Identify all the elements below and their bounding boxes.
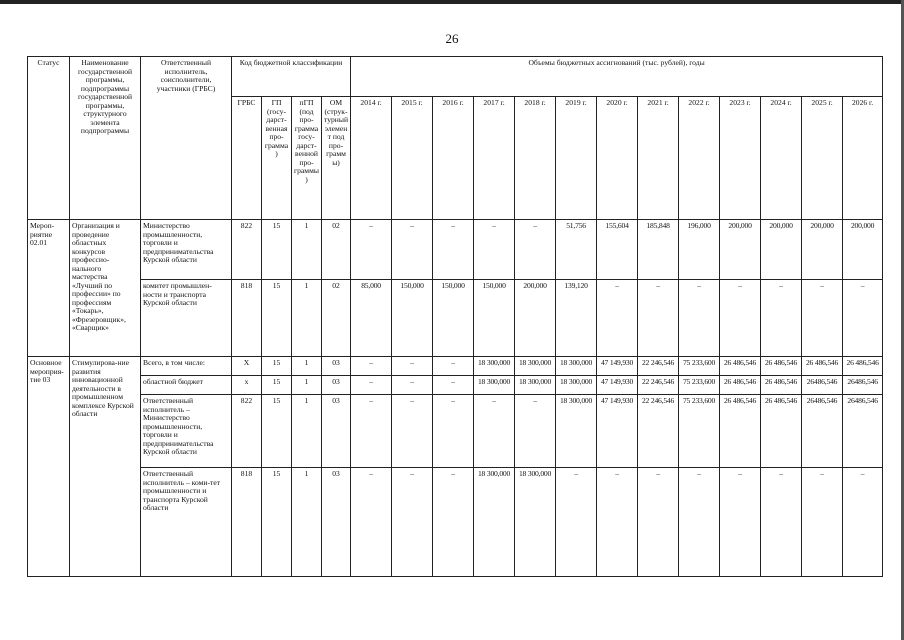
value-cell: – xyxy=(679,280,720,357)
value-cell: 150,000 xyxy=(474,280,515,357)
header-responsible: Ответственный исполнитель, соисполнители, участники (ГРБС) xyxy=(141,57,232,220)
block-status: Основное мероприя-тие 03 xyxy=(28,357,70,577)
value-cell: – xyxy=(474,220,515,280)
row-pgp: 1 xyxy=(292,280,322,357)
value-cell: 26 486,546 xyxy=(843,357,883,376)
value-cell: – xyxy=(392,468,433,577)
row-responsible: Министерство промышленности, торговли и предпринимательства Курской области xyxy=(141,220,232,280)
value-cell: 18 300,000 xyxy=(556,357,597,376)
value-cell: – xyxy=(720,280,761,357)
row-grbs: 822 xyxy=(232,395,262,468)
block-name: Организация и проведение областных конкурсов профессио-нального мастерства «Лучший по профессии» по профессиям «Токарь», «Фрезеровщик», «Сварщик» xyxy=(70,220,141,357)
header-volumes: Объемы бюджетных ассигнований (тыс. рублей), годы xyxy=(351,57,883,97)
table-row xyxy=(28,280,883,357)
value-cell: – xyxy=(843,280,883,357)
row-gp: 15 xyxy=(262,280,292,357)
value-cell: 18 300,000 xyxy=(515,376,556,395)
value-cell: – xyxy=(638,468,679,577)
header-year: 2020 г. xyxy=(597,97,638,220)
value-cell: 75 233,600 xyxy=(679,357,720,376)
header-year: 2018 г. xyxy=(515,97,556,220)
row-pgp: 1 xyxy=(292,357,322,376)
row-responsible: Всего, в том числе: xyxy=(141,357,232,376)
value-cell: – xyxy=(351,220,392,280)
value-cell: – xyxy=(597,468,638,577)
header-year: 2015 г. xyxy=(392,97,433,220)
value-cell: – xyxy=(392,376,433,395)
value-cell: – xyxy=(802,468,843,577)
row-grbs: х xyxy=(232,376,262,395)
value-cell: 18 300,000 xyxy=(474,468,515,577)
value-cell: 196,000 xyxy=(679,220,720,280)
header-status: Статус xyxy=(28,57,70,220)
value-cell: 18 300,000 xyxy=(515,468,556,577)
value-cell: 155,604 xyxy=(597,220,638,280)
value-cell: 75 233,600 xyxy=(679,395,720,468)
value-cell: – xyxy=(638,280,679,357)
header-year: 2026 г. xyxy=(843,97,883,220)
value-cell: – xyxy=(843,468,883,577)
value-cell: 18 300,000 xyxy=(556,395,597,468)
header-code-om: ОМ (струк-турный элемент под про-граммы) xyxy=(322,97,351,220)
row-gp: 15 xyxy=(262,395,292,468)
row-grbs: 822 xyxy=(232,220,262,280)
row-gp: 15 xyxy=(262,220,292,280)
value-cell: – xyxy=(433,468,474,577)
value-cell: 200,000 xyxy=(802,220,843,280)
value-cell: 22 246,546 xyxy=(638,395,679,468)
row-responsible: областной бюджет xyxy=(141,376,232,395)
header-year: 2019 г. xyxy=(556,97,597,220)
value-cell: 200,000 xyxy=(843,220,883,280)
row-gp: 15 xyxy=(262,357,292,376)
value-cell: – xyxy=(351,357,392,376)
value-cell: – xyxy=(679,468,720,577)
budget-allocation-table xyxy=(27,56,883,577)
row-responsible: комитет промышлен-ности и транспорта Курской области xyxy=(141,280,232,357)
value-cell: – xyxy=(433,395,474,468)
value-cell: – xyxy=(392,220,433,280)
value-cell: 51,756 xyxy=(556,220,597,280)
table-row xyxy=(28,395,883,468)
row-om: 03 xyxy=(322,357,351,376)
value-cell: 18 300,000 xyxy=(515,357,556,376)
value-cell: 200,000 xyxy=(515,280,556,357)
row-gp: 15 xyxy=(262,468,292,577)
header-name: Наименование государственной программы, подпрограммы государственной программы, структурного элемента подпрограммы xyxy=(70,57,141,220)
row-gp: 15 xyxy=(262,376,292,395)
value-cell: 26 486,546 xyxy=(761,357,802,376)
value-cell: 185,848 xyxy=(638,220,679,280)
block-name: Стимулирова-ние развития инновационной деятельности в промышленном комплексе Курской области xyxy=(70,357,141,577)
value-cell: 22 246,546 xyxy=(638,376,679,395)
value-cell: – xyxy=(351,376,392,395)
row-responsible: Ответственный исполнитель – Министерство промышленности, торговли и предпринимательства Курской области xyxy=(141,395,232,468)
value-cell: – xyxy=(433,357,474,376)
value-cell: 26486,546 xyxy=(802,376,843,395)
value-cell: – xyxy=(515,220,556,280)
value-cell: – xyxy=(761,280,802,357)
table-row xyxy=(28,468,883,577)
value-cell: 26 486,546 xyxy=(761,376,802,395)
value-cell: – xyxy=(433,376,474,395)
header-row-top xyxy=(28,57,883,97)
header-year: 2025 г. xyxy=(802,97,843,220)
value-cell: 150,000 xyxy=(433,280,474,357)
row-pgp: 1 xyxy=(292,395,322,468)
value-cell: – xyxy=(802,280,843,357)
header-year: 2024 г. xyxy=(761,97,802,220)
value-cell: 47 149,930 xyxy=(597,357,638,376)
value-cell: 26 486,546 xyxy=(761,395,802,468)
value-cell: 18 300,000 xyxy=(556,376,597,395)
value-cell: – xyxy=(474,395,515,468)
value-cell: 22 246,546 xyxy=(638,357,679,376)
header-year: 2016 г. xyxy=(433,97,474,220)
budget-table-sheet xyxy=(27,56,877,576)
value-cell: 26486,546 xyxy=(843,395,883,468)
row-om: 03 xyxy=(322,395,351,468)
row-om: 03 xyxy=(322,468,351,577)
value-cell: 26 486,546 xyxy=(720,376,761,395)
value-cell: – xyxy=(556,468,597,577)
value-cell: 18 300,000 xyxy=(474,376,515,395)
header-year: 2022 г. xyxy=(679,97,720,220)
value-cell: 18 300,000 xyxy=(474,357,515,376)
value-cell: 47 149,930 xyxy=(597,395,638,468)
scan-edge-top xyxy=(0,0,904,4)
header-year: 2023 г. xyxy=(720,97,761,220)
value-cell: 200,000 xyxy=(720,220,761,280)
value-cell: – xyxy=(351,468,392,577)
value-cell: – xyxy=(392,395,433,468)
header-code-pgp: пГП (под про-грамма госу-дарст-венной про-граммы) xyxy=(292,97,322,220)
row-om: 02 xyxy=(322,220,351,280)
value-cell: – xyxy=(351,395,392,468)
value-cell: 26 486,546 xyxy=(720,357,761,376)
value-cell: 26 486,546 xyxy=(720,395,761,468)
value-cell: 26486,546 xyxy=(843,376,883,395)
value-cell: – xyxy=(392,357,433,376)
row-pgp: 1 xyxy=(292,376,322,395)
row-om: 02 xyxy=(322,280,351,357)
row-grbs: 818 xyxy=(232,280,262,357)
value-cell: 150,000 xyxy=(392,280,433,357)
value-cell: – xyxy=(720,468,761,577)
row-pgp: 1 xyxy=(292,468,322,577)
row-responsible: Ответственный исполнитель – коми-тет промышленности и транспорта Курской области xyxy=(141,468,232,577)
value-cell: 85,000 xyxy=(351,280,392,357)
block-status: Мероп-риятие 02.01 xyxy=(28,220,70,357)
header-bk-code: Код бюджетной классификации xyxy=(232,57,351,97)
header-code-grbs: ГРБС xyxy=(232,97,262,220)
value-cell: – xyxy=(597,280,638,357)
value-cell: 75 233,600 xyxy=(679,376,720,395)
table-row xyxy=(28,357,883,376)
row-grbs: 818 xyxy=(232,468,262,577)
row-grbs: Х xyxy=(232,357,262,376)
value-cell: 26 486,546 xyxy=(802,357,843,376)
value-cell: 200,000 xyxy=(761,220,802,280)
value-cell: 26486,546 xyxy=(802,395,843,468)
header-year: 2021 г. xyxy=(638,97,679,220)
header-year: 2017 г. xyxy=(474,97,515,220)
value-cell: – xyxy=(433,220,474,280)
value-cell: 47 149,930 xyxy=(597,376,638,395)
page-number: 26 xyxy=(445,31,459,46)
header-year: 2014 г. xyxy=(351,97,392,220)
value-cell: – xyxy=(761,468,802,577)
table-row xyxy=(28,220,883,280)
value-cell: 139,120 xyxy=(556,280,597,357)
header-code-gp: ГП (госу-дарст-венная про-грамма) xyxy=(262,97,292,220)
value-cell: – xyxy=(515,395,556,468)
row-pgp: 1 xyxy=(292,220,322,280)
table-row xyxy=(28,376,883,395)
row-om: 03 xyxy=(322,376,351,395)
